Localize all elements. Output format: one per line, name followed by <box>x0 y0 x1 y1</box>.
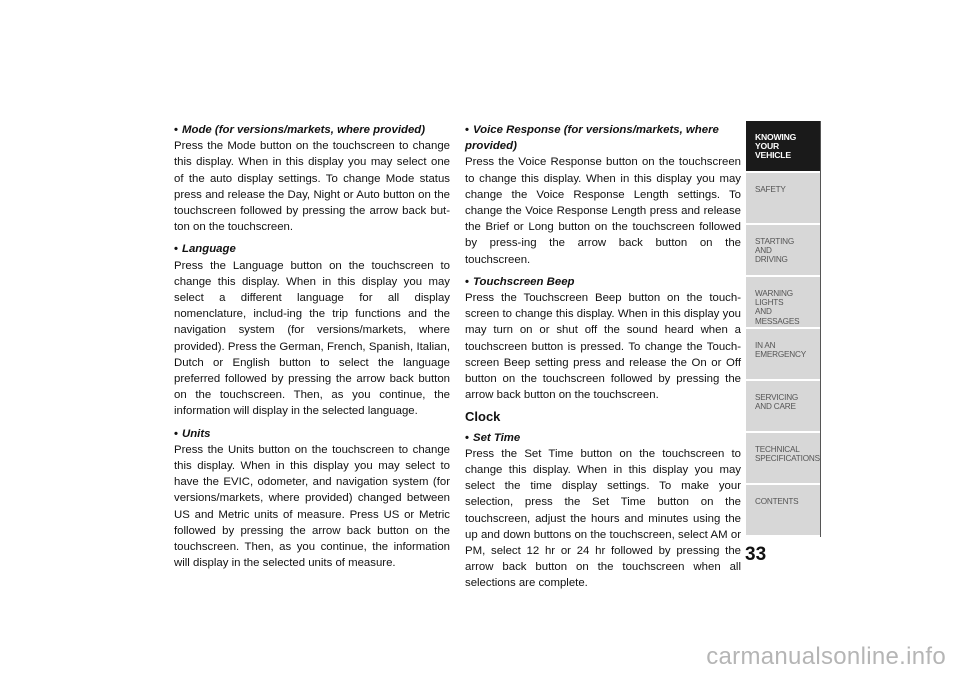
tab-in-an-emergency[interactable]: IN AN EMERGENCY <box>746 329 820 379</box>
bullet: • <box>465 275 469 288</box>
tab-starting-and-driving[interactable]: STARTING AND DRIVING <box>746 225 820 275</box>
item-title: • Voice Response (for versions/markets, where provided) <box>465 124 719 153</box>
item-title: • Set Time <box>465 431 521 444</box>
item-body: Press the Language button on the touchscreen to change this display. When in this display you may select a different language for all display nomenclature, includ-ing the trip functions and the navigation system (for versions/markets, where provided). Press the German, French, Spanish, Italian, Dutch or English button to select the language preferred followed by pressing the arrow back button on the touchscreen. Then, as you continue, the information will display in the selected language. <box>174 259 450 418</box>
tab-safety[interactable]: SAFETY <box>746 173 820 223</box>
item-body: Press the Units button on the touchscreen to change this display. When in this display you may select to have the EVIC, odometer, and navigation system (for versions/markets, where provided) changed between US and Metric units of measure. Press US or Metric followed by pressing the arrow back button on the touchscreen. Then, as you continue, the information will display in the selected units of measure. <box>174 443 450 570</box>
tab-contents[interactable]: CONTENTS <box>746 485 820 535</box>
item-body: Press the Touchscreen Beep button on the touch-screen to change this display. When in this display you may turn on or shut off the sound heard when a touchscreen button is pressed. To change the Touch-screen Beep setting press and release the On or Off button on the touchscreen followed by pressing the arrow back button on the touchscreen. <box>465 292 741 402</box>
bullet: • <box>465 124 469 136</box>
chapter-tabs <box>746 121 821 537</box>
section-heading-clock: Clock <box>465 409 501 425</box>
item-body: Press the Voice Response button on the touchscreen to change this display. When in this display you may change the Voice Response Length settings. To change the Voice Response Length press and release the Brief or Long button on the touchscreen followed by press-ing the arrow back button on the touchscreen. <box>465 156 741 266</box>
item-touchscreen-beep <box>465 274 741 404</box>
item-title: • Mode (for versions/markets, where provided) <box>174 124 426 136</box>
watermark: carmanualsonline.info <box>706 643 946 670</box>
bullet: • <box>174 124 178 136</box>
item-mode <box>174 122 450 235</box>
item-set-time <box>465 430 741 592</box>
item-title: • Units <box>174 427 211 440</box>
item-voice-response <box>465 122 741 268</box>
tab-knowing-your-vehicle[interactable]: KNOWING YOUR VEHICLE <box>746 121 820 171</box>
item-language <box>174 241 450 419</box>
bullet: • <box>174 243 178 256</box>
page-number: 33 <box>745 544 767 565</box>
item-body: Press the Set Time button on the touchscreen to change this display. When in this display you may select the time display settings. To make your selection, press the Set Time button on the touchscreen, adjust the hours and minutes using the up and down buttons on the touchscreen, select AM or PM, select 12 hr or 24 hr followed by pressing the arrow back button on the touchscreen when all selections are complete. <box>465 447 741 590</box>
item-units <box>174 426 450 572</box>
item-body: Press the Mode button on the touchscreen to change this display. When in this display you may select one of the auto display settings. To change Mode status press and release the Day, Night or Auto button on the touchscreen followed by pressing the arrow back but-ton on the touchscreen. <box>174 140 450 234</box>
bullet: • <box>174 427 178 440</box>
left-column <box>174 122 450 577</box>
bullet: • <box>465 431 469 444</box>
item-title: • Touchscreen Beep <box>465 275 575 288</box>
tab-technical-specifications[interactable]: TECHNICAL SPECIFICATIONS <box>746 433 820 483</box>
tab-warning-lights[interactable]: WARNING LIGHTS AND MESSAGES <box>746 277 820 327</box>
right-column <box>465 122 741 598</box>
item-title: • Language <box>174 243 236 256</box>
tab-servicing-and-care[interactable]: SERVICING AND CARE <box>746 381 820 431</box>
